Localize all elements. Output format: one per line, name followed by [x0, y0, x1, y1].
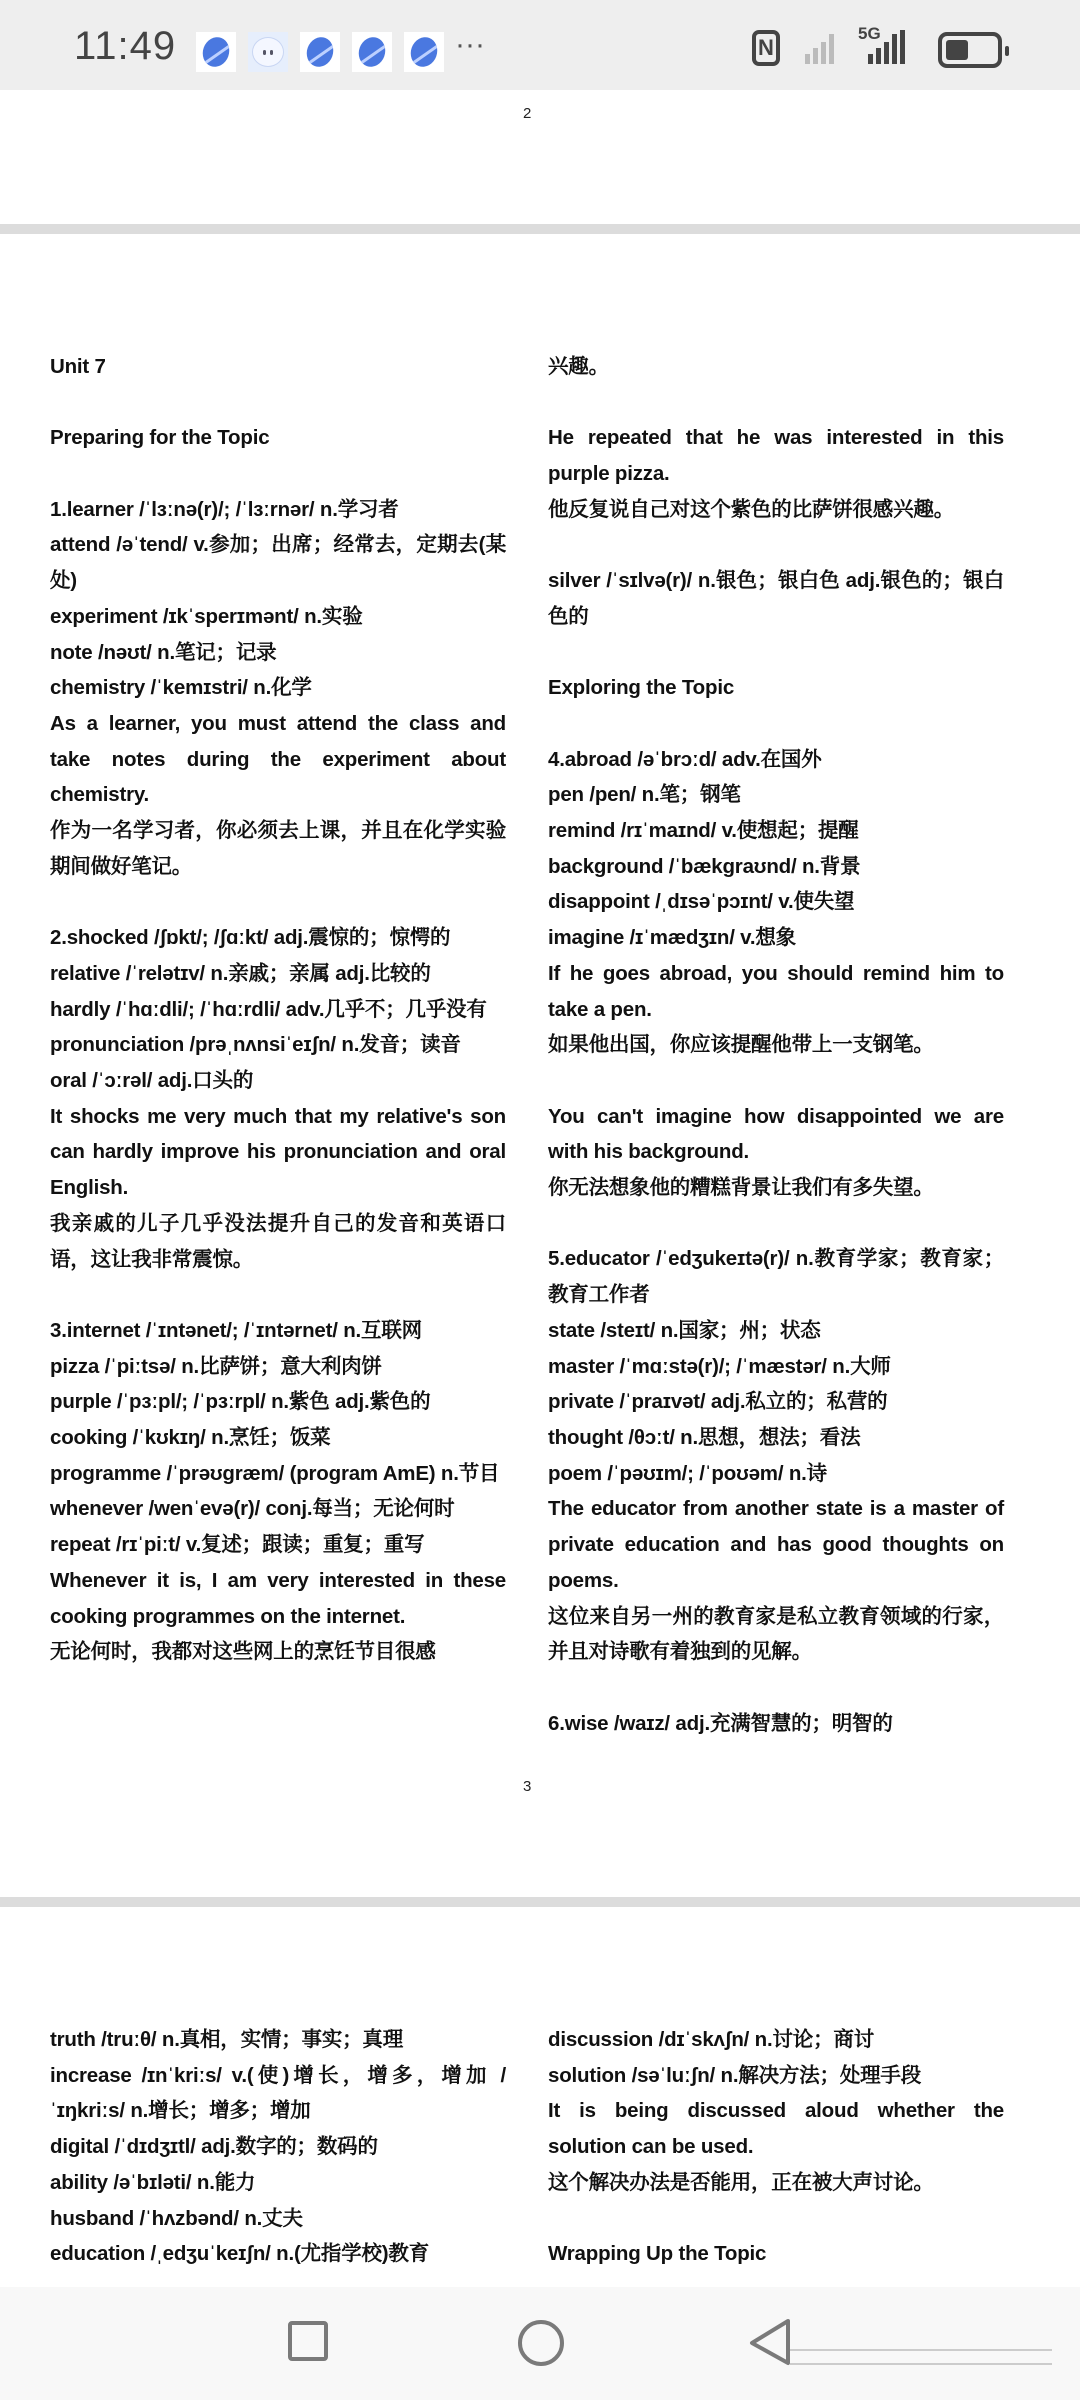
text-line: As a learner, you must attend the class and take notes during the experiment about chemistry.: [50, 712, 506, 807]
text-line: programme /ˈprəʊɡræm/ (program AmE) n.节目: [50, 1461, 500, 1485]
text-line: 你无法想象他的糟糕背景让我们有多失望。: [548, 1176, 934, 1200]
blank-line: [548, 635, 1004, 671]
text-line: pen /pen/ n.笔；钢笔: [548, 783, 741, 807]
text-line: If he goes abroad, you should remind him to take a pen.: [548, 961, 1004, 1021]
text-line: It is being discussed aloud whether the solution can be used.: [548, 2099, 1004, 2159]
text-line: 4.abroad /əˈbrɔːd/ adv.在国外: [548, 747, 822, 771]
text-line: 6.wise /waɪz/ adj.充满智慧的；明智的: [548, 1711, 893, 1735]
page-number: 3: [523, 1778, 532, 1795]
text-line: remind /rɪˈmaɪnd/ v.使想起；提醒: [548, 819, 859, 843]
home-nav-button[interactable]: [518, 2320, 564, 2366]
blank-line: [50, 456, 506, 492]
text-line: pizza /ˈpiːtsə/ n.比萨饼；意大利肉饼: [50, 1354, 382, 1378]
more-notifications-icon: ···: [455, 28, 485, 61]
text-line: state /steɪt/ n.国家；州；状态: [548, 1318, 821, 1342]
blank-line: [548, 385, 1004, 421]
page-separator: [0, 1897, 1080, 1907]
status-bar: [0, 0, 1080, 90]
text-line: ability /əˈbɪləti/ n.能力: [50, 2170, 256, 2194]
text-line: repeat /rɪˈpiːt/ v.复述；跟读；重复；重写: [50, 1533, 425, 1557]
text-line: He repeated that he was interested in this purple pizza.: [548, 426, 1004, 486]
blank-line: [548, 528, 1004, 564]
text-line: master /ˈmɑːstə(r)/; /ˈmæstər/ n.大师: [548, 1354, 891, 1378]
blank-line: [548, 2201, 1004, 2237]
browser-app-notification-icon: [196, 32, 236, 72]
browser-app-notification-icon: [404, 32, 444, 72]
text-line: oral /ˈɔːrəl/ adj.口头的: [50, 1069, 254, 1093]
next-page-right-column: [548, 2022, 1004, 2272]
text-line: silver /ˈsɪlvə(r)/ n.银色；银白色 adj.银色的；银白色的: [548, 569, 1004, 628]
blank-line: [50, 385, 506, 421]
scroll-indicator[interactable]: [790, 2349, 1052, 2365]
text-line: solution /səˈluːʃn/ n.解决方法；处理手段: [548, 2063, 922, 2087]
text-line: 这位来自另一州的教育家是私立教育领域的行家，并且对诗歌有着独到的见解。: [548, 1604, 1004, 1664]
blank-line: [548, 1670, 1004, 1706]
blank-line: [50, 1277, 506, 1313]
text-line: 5.educator /ˈedʒukeɪtə(r)/ n.教育学家；教育家；教育工作者: [548, 1247, 1004, 1307]
text-line: The educator from another state is a master of private education and has good thoughts on poems.: [548, 1497, 1004, 1592]
next-page-left-column: [50, 2022, 506, 2272]
square-nav-button[interactable]: [288, 2321, 328, 2361]
nfc-icon: N: [752, 30, 780, 66]
clock: 11:49: [74, 24, 177, 68]
browser-app-notification-icon: [300, 32, 340, 72]
text-line: 他反复说自己对这个紫色的比萨饼很感兴趣。: [548, 497, 954, 521]
text-line: relative /ˈrelətɪv/ n.亲戚；亲属 adj.比较的: [50, 961, 431, 985]
text-line: discussion /dɪˈskʌʃn/ n.讨论；商讨: [548, 2028, 874, 2051]
text-line: 3.internet /ˈɪntənet/; /ˈɪntərnet/ n.互联网: [50, 1318, 422, 1342]
text-line: 无论何时，我都对这些网上的烹饪节目很感: [50, 1640, 436, 1664]
text-line: 我亲戚的儿子几乎没法提升自己的发音和英语口语，这让我非常震惊。: [50, 1211, 506, 1271]
text-line: background /ˈbækɡraʊnd/ n.背景: [548, 854, 861, 878]
text-line: 这个解决办法是否能用，正在被大声讨论。: [548, 2170, 934, 2194]
browser-app-notification-icon: [352, 32, 392, 72]
text-line: Whenever it is, I am very interested in these cooking programmes on the internet.: [50, 1568, 506, 1628]
text-line: attend /əˈtend/ v.参加；出席；经常去，定期去(某处): [50, 533, 506, 593]
text-line: pronunciation /prəˌnʌnsiˈeɪʃn/ n.发音；读音: [50, 1033, 461, 1057]
page-number: 2: [523, 105, 532, 122]
text-line: disappoint /ˌdɪsəˈpɔɪnt/ v.使失望: [548, 890, 855, 914]
text-line: truth /truːθ/ n.真相，实情；事实；真理: [50, 2028, 404, 2051]
text-line: hardly /ˈhɑːdli/; /ˈhɑːrdli/ adv.几乎不；几乎没有: [50, 997, 487, 1021]
text-line: 作为一名学习者，你必须去上课，并且在化学实验期间做好笔记。: [50, 819, 506, 878]
network-type-label: 5G: [858, 24, 881, 43]
text-line: Preparing for the Topic: [50, 426, 270, 450]
text-line: whenever /wenˈevə(r)/ conj.每当；无论何时: [50, 1497, 455, 1521]
page-right-column: [548, 349, 1004, 1741]
text-line: 如果他出国，你应该提醒他带上一支钢笔。: [548, 1033, 934, 1057]
back-triangle-nav-button[interactable]: [748, 2317, 792, 2367]
text-line: digital /ˈdɪdʒɪtl/ adj.数字的；数码的: [50, 2135, 378, 2159]
navigation-bar: [0, 2287, 1080, 2400]
text-line: note /nəʊt/ n.笔记；记录: [50, 640, 277, 664]
page-separator: [0, 224, 1080, 234]
text-line: purple /ˈpɜːpl/; /ˈpɜːrpl/ n.紫色 adj.紫色的: [50, 1390, 431, 1414]
blank-line: [548, 706, 1004, 742]
assistant-app-notification-icon: [248, 32, 288, 72]
text-line: husband /ˈhʌzbənd/ n.丈夫: [50, 2206, 303, 2230]
text-line: 1.learner /ˈlɜːnə(r)/; /ˈlɜːrnər/ n.学习者: [50, 497, 399, 521]
signal-sim2-icon: [868, 30, 905, 64]
text-line: Unit 7: [50, 355, 106, 378]
text-line: education /ˌedʒuˈkeɪʃn/ n.(尤指学校)教育: [50, 2242, 430, 2266]
text-line: 2.shocked /ʃɒkt/; /ʃɑːkt/ adj.震惊的；惊愕的: [50, 926, 451, 950]
text-line: increase /ɪnˈkriːs/ v.(使)增长，增多，增加 /ˈɪŋkriːs/ n.增长；增多；增加: [50, 2063, 506, 2123]
text-line: You can't imagine how disappointed we are with his background.: [548, 1104, 1004, 1164]
page-left-column: [50, 349, 506, 1670]
text-line: cooking /ˈkʊkɪŋ/ n.烹饪；饭菜: [50, 1426, 331, 1450]
text-line: chemistry /ˈkemɪstri/ n.化学: [50, 676, 312, 700]
text-line: Exploring the Topic: [548, 676, 735, 700]
signal-sim1-icon: [805, 30, 834, 64]
blank-line: [50, 885, 506, 921]
text-line: poem /ˈpəʊɪm/; /ˈpoʊəm/ n.诗: [548, 1461, 827, 1485]
text-line: 兴趣。: [548, 355, 609, 378]
text-line: imagine /ɪˈmædʒɪn/ v.想象: [548, 926, 796, 950]
text-line: private /ˈpraɪvət/ adj.私立的；私营的: [548, 1390, 888, 1414]
blank-line: [548, 1206, 1004, 1242]
text-line: experiment /ɪkˈsperɪmənt/ n.实验: [50, 604, 363, 628]
text-line: thought /θɔːt/ n.思想，想法；看法: [548, 1426, 861, 1449]
blank-line: [548, 1063, 1004, 1099]
battery-icon: [938, 32, 1002, 68]
text-line: Wrapping Up the Topic: [548, 2242, 767, 2266]
text-line: It shocks me very much that my relative's son can hardly improve his pronunciation and oral English.: [50, 1104, 506, 1200]
